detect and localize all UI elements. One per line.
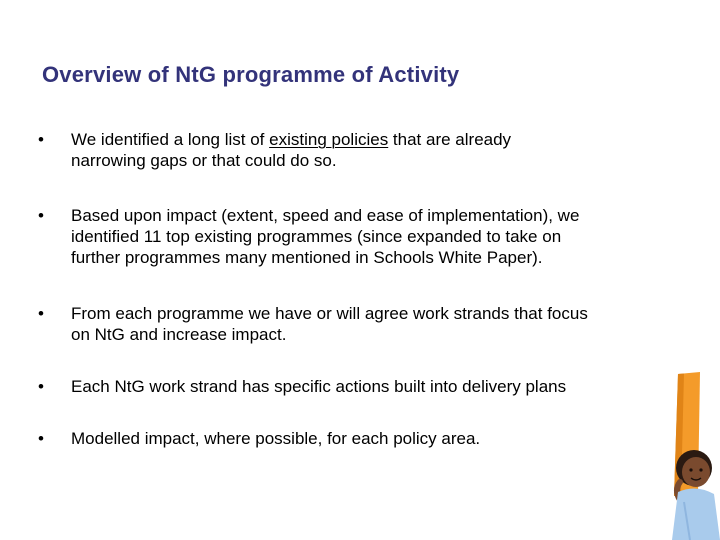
bullet-marker: •: [38, 429, 44, 448]
bullet-marker: •: [38, 206, 44, 225]
bullet-marker: •: [38, 377, 44, 396]
outfit-shape: [672, 488, 720, 540]
bullet-line: [71, 129, 686, 150]
eye-shape: [689, 468, 692, 471]
bullet-text: [71, 205, 686, 268]
bullet-line: on NtG and increase impact.: [71, 325, 287, 344]
bullet-line: Based upon impact (extent, speed and ease of implementation), we: [71, 206, 580, 225]
bullet-marker: •: [38, 304, 44, 323]
bullet-line: narrowing gaps or that could do so.: [71, 151, 337, 170]
bullet-text: [71, 376, 686, 397]
bullet-line: Modelled impact, where possible, for each policy area.: [71, 429, 481, 448]
face-shape: [682, 457, 710, 487]
child-holding-ruler-icon: [634, 372, 720, 540]
bullet-marker: •: [38, 130, 44, 149]
bullet-line: identified 11 top existing programmes (since expanded to take on: [71, 227, 562, 246]
bullet-text: [71, 428, 686, 449]
bullet-line: Each NtG work strand has specific actions built into delivery plans: [71, 377, 567, 396]
text-run: We identified a long list of: [71, 130, 270, 149]
bullet-line: From each programme we have or will agree work strands that focus: [71, 304, 588, 323]
eye-shape: [699, 468, 702, 471]
slide-title: Overview of NtG programme of Activity: [42, 62, 460, 87]
bullet-line: further programmes many mentioned in Schools White Paper).: [71, 248, 543, 267]
bullet-text: [71, 303, 686, 345]
emphasis-text: existing policies: [269, 130, 389, 149]
text-run: that are already: [388, 130, 512, 149]
bullet-text: [71, 129, 686, 171]
